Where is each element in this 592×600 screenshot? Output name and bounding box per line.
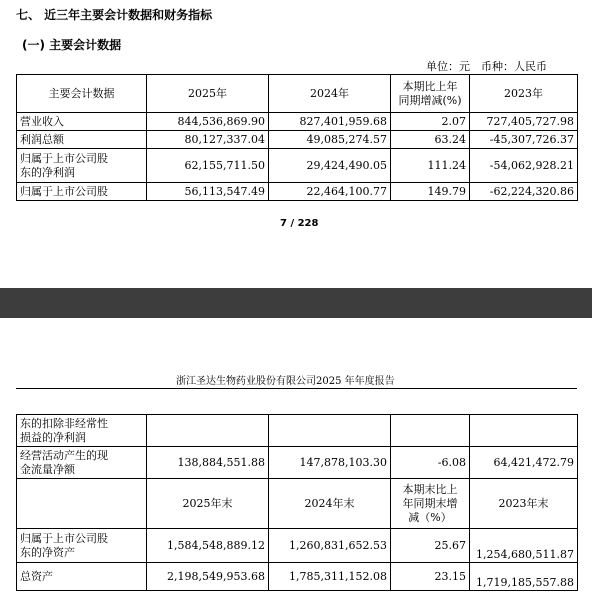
value-cell: 63.24 bbox=[391, 131, 470, 149]
row-label: 经营活动产生的现 金流量净额 bbox=[17, 447, 147, 479]
row-label: 归属于上市公司股 bbox=[17, 183, 147, 201]
value-cell: 2,198,549,953.68 bbox=[147, 563, 269, 591]
row-label: 东的扣除非经常性 损益的净利润 bbox=[17, 415, 147, 447]
value-cell: 56,113,547.49 bbox=[147, 183, 269, 201]
header-cell: 2025年 bbox=[147, 75, 269, 113]
page-separator bbox=[0, 288, 592, 318]
value-cell: 49,085,274.57 bbox=[269, 131, 391, 149]
value-cell: 62,155,711.50 bbox=[147, 149, 269, 183]
value-cell: -6.08 bbox=[391, 447, 470, 479]
header-rule bbox=[16, 388, 577, 389]
value-cell: 147,878,103.30 bbox=[269, 447, 391, 479]
value-cell: 844,536,869.90 bbox=[147, 113, 269, 131]
value-cell: 80,127,337.04 bbox=[147, 131, 269, 149]
value-cell: 29,424,490.05 bbox=[269, 149, 391, 183]
value-cell: 1,584,548,889.12 bbox=[147, 529, 269, 563]
table-header-row bbox=[17, 479, 578, 529]
report-page-bottom bbox=[0, 318, 592, 600]
value-cell: -45,307,726.37 bbox=[470, 131, 578, 149]
key-accounting-data-table bbox=[16, 74, 578, 201]
value-cell: 149.79 bbox=[391, 183, 470, 201]
value-cell bbox=[391, 415, 470, 447]
header-cell: 主要会计数据 bbox=[17, 75, 147, 113]
value-cell: 727,405,727.98 bbox=[470, 113, 578, 131]
value-cell bbox=[470, 415, 578, 447]
value-cell: 1,260,831,652.53 bbox=[269, 529, 391, 563]
value-cell: 1,785,311,152.08 bbox=[269, 563, 391, 591]
value-cell: 138,884,551.88 bbox=[147, 447, 269, 479]
section-subtitle: (一) 主要会计数据 bbox=[22, 38, 122, 52]
value-cell: 22,464,100.77 bbox=[269, 183, 391, 201]
report-page-top bbox=[0, 0, 592, 288]
value-cell: 827,401,959.68 bbox=[269, 113, 391, 131]
table-row bbox=[17, 183, 578, 201]
header-cell: 2023年 bbox=[470, 75, 578, 113]
table-row bbox=[17, 529, 578, 563]
header-cell: 2023年末 bbox=[470, 479, 578, 529]
table-row bbox=[17, 149, 578, 183]
header-cell bbox=[17, 479, 147, 529]
row-label: 归属于上市公司股 东的净利润 bbox=[17, 149, 147, 183]
table-row bbox=[17, 415, 578, 447]
value-cell: -54,062,928.21 bbox=[470, 149, 578, 183]
header-cell: 2025年末 bbox=[147, 479, 269, 529]
header-cell: 本期比上年 同期增减(%) bbox=[391, 75, 470, 113]
page-number: 7 / 228 bbox=[280, 218, 319, 229]
table-row bbox=[17, 447, 578, 479]
header-cell: 2024年 bbox=[269, 75, 391, 113]
header-cell: 2024年末 bbox=[269, 479, 391, 529]
value-cell: 1,254,680,511.87 bbox=[470, 529, 578, 563]
row-label: 利润总额 bbox=[17, 131, 147, 149]
header-cell: 本期末比上 年同期末增 减（%） bbox=[391, 479, 470, 529]
value-cell: 64,421,472.79 bbox=[470, 447, 578, 479]
value-cell: 2.07 bbox=[391, 113, 470, 131]
value-cell: 25.67 bbox=[391, 529, 470, 563]
row-label: 归属于上市公司股 东的净资产 bbox=[17, 529, 147, 563]
row-label: 总资产 bbox=[17, 563, 147, 591]
value-cell bbox=[147, 415, 269, 447]
value-cell: 111.24 bbox=[391, 149, 470, 183]
table-row bbox=[17, 131, 578, 149]
value-cell bbox=[269, 415, 391, 447]
unit-currency-line: 单位：元 币种：人民币 bbox=[426, 60, 547, 73]
table-row bbox=[17, 563, 578, 591]
table-row bbox=[17, 113, 578, 131]
value-cell: 23.15 bbox=[391, 563, 470, 591]
value-cell: -62,224,320.86 bbox=[470, 183, 578, 201]
report-header: 浙江圣达生物药业股份有限公司2025 年年度报告 bbox=[176, 376, 395, 387]
value-cell: 1,719,185,557.88 bbox=[470, 563, 578, 591]
section-title: 七、 近三年主要会计数据和财务指标 bbox=[16, 8, 213, 22]
key-accounting-data-table-continued bbox=[16, 414, 578, 591]
table-header-row bbox=[17, 75, 578, 113]
row-label: 营业收入 bbox=[17, 113, 147, 131]
